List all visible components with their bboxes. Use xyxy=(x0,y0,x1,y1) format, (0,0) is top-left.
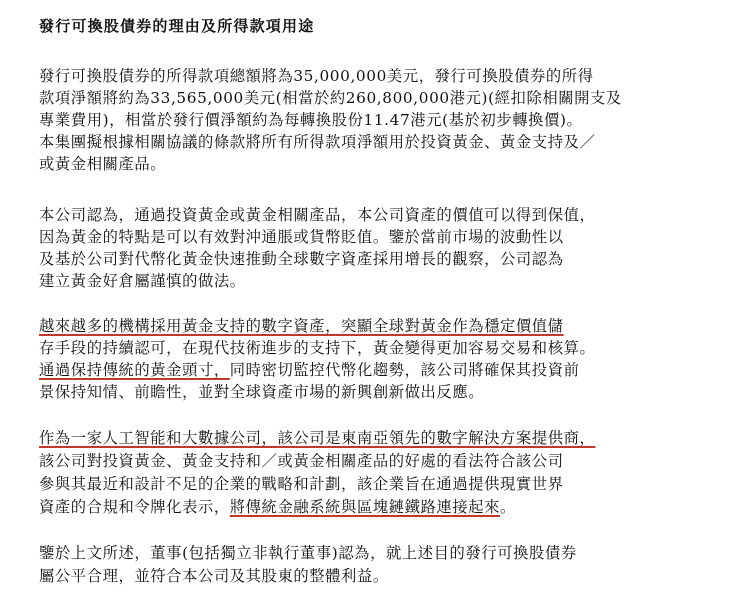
text-run: 該公司對投資黃金、黃金支持和／或黃金相關產品的好處的看法符合該公司 xyxy=(39,452,564,470)
text-run: 款項淨額將約為33,565,000美元(相當於約260,800,000港元)(經扣除相關開支及 xyxy=(39,89,622,107)
text-run: 同時密切監控代幣化趨勢，該公司將確保其投資前 xyxy=(229,361,580,379)
text-run: 或黃金相關產品。 xyxy=(39,155,167,173)
text-run: 資產的合規和令牌化表示， xyxy=(39,498,230,516)
text-line xyxy=(39,226,564,248)
text-line xyxy=(39,427,595,449)
text-run: 建立黃金好倉屬謹慎的做法。 xyxy=(39,272,246,290)
text-line xyxy=(39,248,564,270)
text-run: 鑒於上文所述，董事(包括獨立非執行董事)認為，就上述目的發行可換股債券 xyxy=(39,544,577,562)
text-line xyxy=(39,270,246,292)
text-run: 景保持知情、前瞻性，並對全球資產市場的新興創新做出反應。 xyxy=(39,383,485,401)
text-run: 發行可換股債券的所得款項總額將為35,000,000美元，發行可換股債券的所得 xyxy=(39,67,594,85)
underlined-text-run: 該公司是東南亞領先的數字解決方案提供商， xyxy=(277,429,596,447)
text-line xyxy=(39,359,580,381)
text-line xyxy=(39,381,484,403)
text-line xyxy=(39,450,564,472)
underlined-text-run: 通過保持傳統的黃金頭寸， xyxy=(39,361,230,379)
text-line xyxy=(39,109,582,131)
text-line xyxy=(39,565,389,587)
text-run: 。 xyxy=(500,498,516,516)
text-line xyxy=(39,65,594,87)
text-line xyxy=(39,153,166,175)
text-line xyxy=(39,87,622,109)
text-line xyxy=(39,542,577,564)
text-run: 專業費用)，相當於發行價淨額約為每轉換股份11.47港元(基於初步轉換價)。 xyxy=(39,111,583,129)
text-line xyxy=(39,337,595,359)
text-run: 參與其最近和設計不足的企業的戰略和計劃，該企業旨在通過提供現實世界 xyxy=(39,475,564,493)
text-run: 本公司認為，通過投資黃金或黃金相關產品，本公司資產的價值可以得到保值， xyxy=(39,206,596,224)
text-line xyxy=(39,131,595,153)
underlined-text-run: 越來越多的機構採用黃金支持的數字資產，突顯全球對黃金作為穩定價值儲 xyxy=(39,317,564,335)
section-heading: 發行可換股債券的理由及所得款項用途 xyxy=(39,17,315,35)
text-run: 及基於公司對代幣化黃金快速推動全球數字資產採用增長的觀察，公司認為 xyxy=(39,250,564,268)
text-line xyxy=(39,315,564,337)
text-line xyxy=(39,496,516,518)
text-run: 屬公平合理，並符合本公司及其股東的整體利益。 xyxy=(39,567,389,585)
underlined-text-run: 作為一家人工智能和大數據公司， xyxy=(39,429,278,447)
text-line xyxy=(39,204,595,226)
text-run: 本集團擬根據相關協議的條款將所有所得款項淨額用於投資黃金、黃金支持及／ xyxy=(39,133,596,151)
text-run: 存手段的持續認可，在現代技術進步的支持下，黃金變得更加容易交易和核算。 xyxy=(39,339,596,357)
text-run: 因為黃金的特點是可以有效對沖通脹或貨幣貶值。鑒於當前市場的波動性以 xyxy=(39,228,564,246)
underlined-text-run: 將傳統金融系統與區塊鏈鐵路連接起來 xyxy=(229,498,501,516)
text-line xyxy=(39,473,564,495)
